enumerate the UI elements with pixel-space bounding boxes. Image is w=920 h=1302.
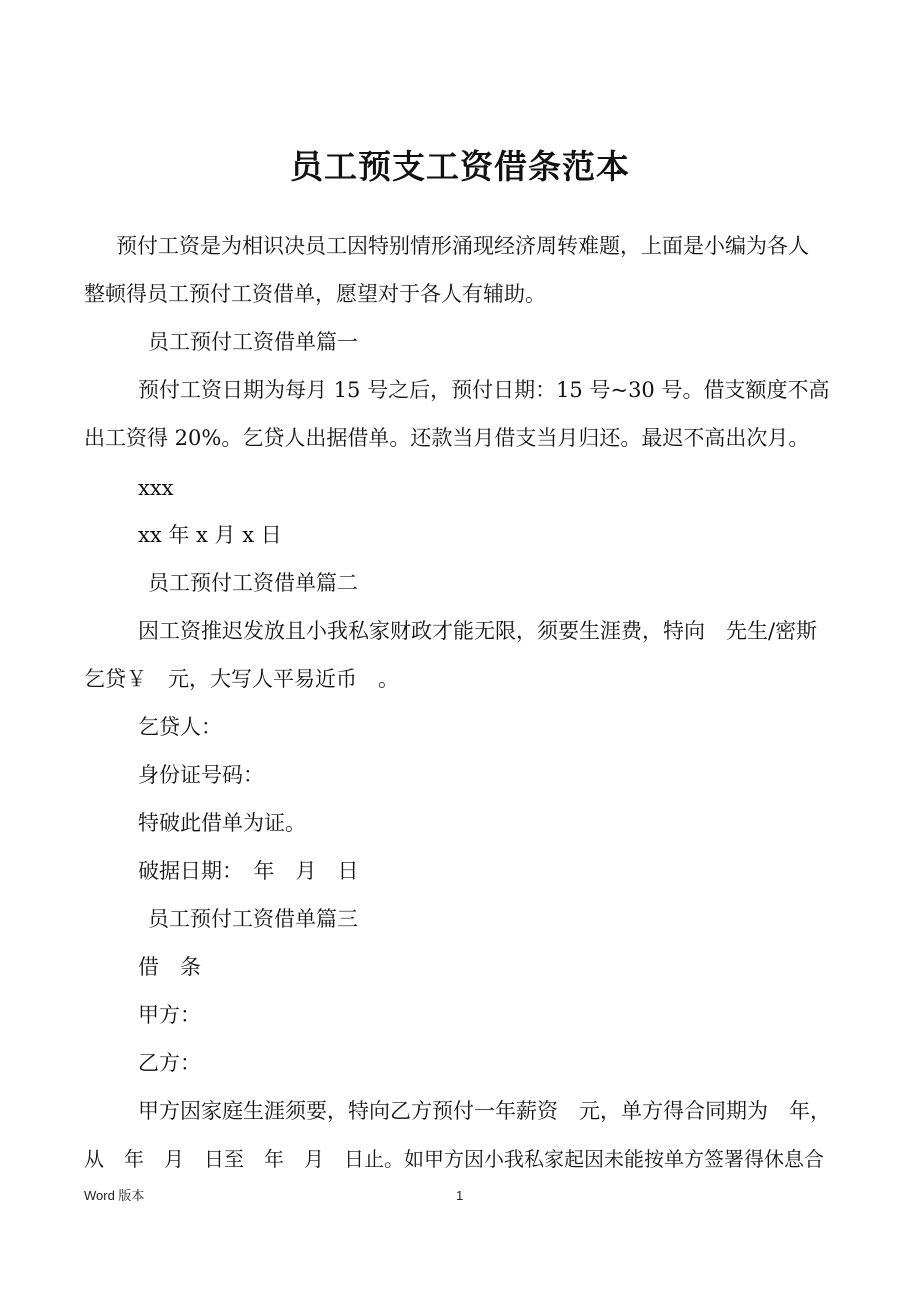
section-1-line-2: 出工资得 20%。乞贷人出据借单。还款当月借支当月归还。最迟不高出次月。 — [84, 426, 810, 450]
section-1-heading: 员工预付工资借单篇一 — [148, 330, 358, 354]
section-2-heading: 员工预付工资借单篇二 — [148, 571, 358, 595]
section-2-id-number: 身份证号码： — [138, 763, 264, 787]
document-title: 员工预支工资借条范本 — [290, 147, 630, 186]
page-number: 1 — [456, 1188, 464, 1203]
section-2-line-2: 乞贷￥ 元，大写人平易近币 。 — [84, 667, 399, 691]
section-3-party-b: 乙方： — [138, 1051, 201, 1075]
section-3-heading: 员工预付工资借单篇三 — [148, 907, 358, 931]
intro-line-2: 整顿得员工预付工资借单，愿望对于各人有辅助。 — [84, 282, 546, 306]
section-3-party-a: 甲方： — [138, 1003, 201, 1027]
section-2-borrower: 乞贷人： — [138, 715, 222, 739]
section-3-line-2: 从 年 月 日至 年 月 日止。如甲方因小我私家起因未能按单方签署得休息合 — [84, 1147, 824, 1171]
section-1-date: xx 年 x 月 x 日 — [138, 523, 282, 547]
footer-label: Word 版本 — [84, 1188, 145, 1203]
section-2-line-1: 因工资推迟发放且小我私家财政才能无限，须要生涯费，特向 先生/密斯 — [138, 619, 818, 643]
section-1-line-1: 预付工资日期为每月 15 号之后，预付日期：15 号~30 号。借支额度不高 — [138, 378, 830, 402]
section-3-line-1: 甲方因家庭生涯须要，特向乙方预付一年薪资 元，单方得合同期为 年， — [138, 1099, 831, 1123]
section-2-proof: 特破此借单为证。 — [138, 811, 306, 835]
section-2-date: 破据日期： 年 月 日 — [138, 859, 359, 883]
intro-line-1: 预付工资是为相识决员工因特别情形涌现经济周转难题，上面是小编为各人 — [116, 234, 809, 258]
section-3-note-title: 借 条 — [138, 955, 201, 979]
section-1-name: xxx — [138, 476, 174, 500]
